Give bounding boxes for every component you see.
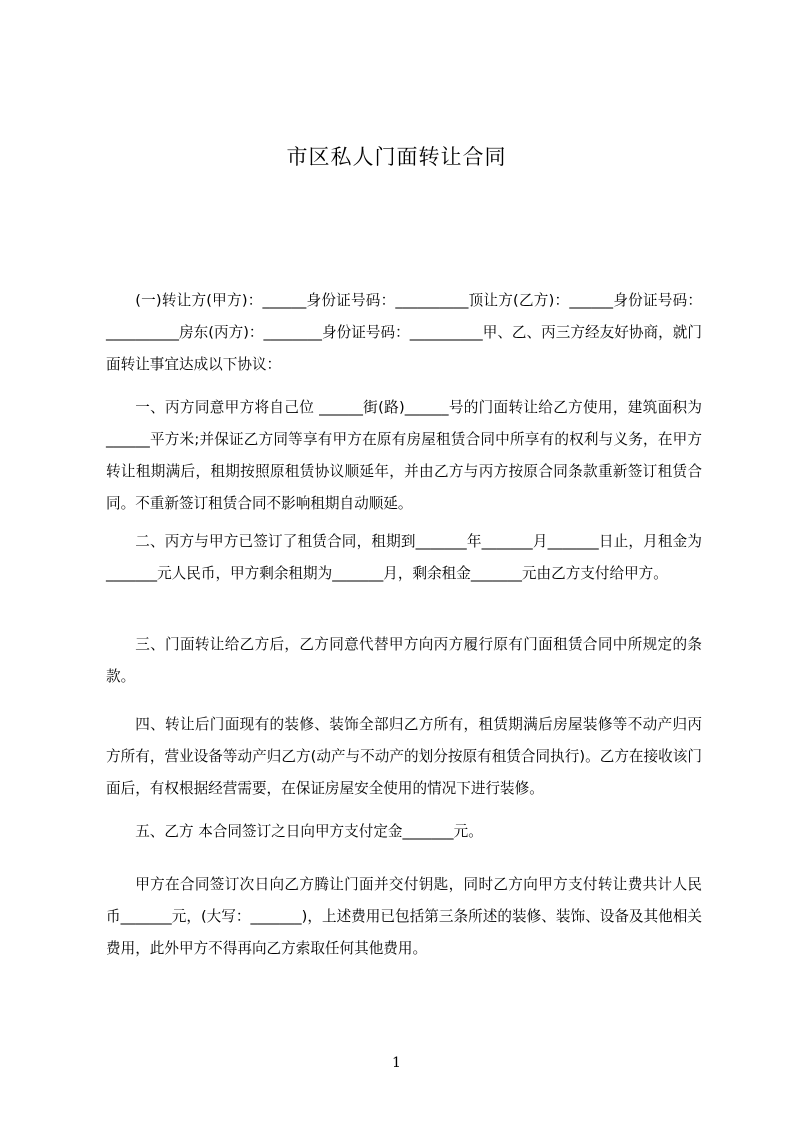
paragraph-clause-1: 一、丙方同意甲方将自己位 ______街(路)______号的门面转让给乙方使用，建筑面积为______平方米;并保证乙方同等享有甲方在原有房屋租赁合同中所享有的权利与义务，在甲方转让租期满后，租期按照原租赁协议顺延年，并由乙方与丙方按原合同条款重新签订租赁合同。不重新签订租赁合同不影响租期自动顺延。 — [106, 399, 702, 512]
paragraph-payment: 甲方在合同签订次日向乙方腾让门面并交付钥匙，同时乙方向甲方支付转让费共计人民币_______元，(大写：_______)，上述费用已包括第三条所述的装修、装饰、设备及其他相关费用，此外甲方不得再向乙方索取任何其他费用。 — [106, 876, 702, 957]
document-title: 市区私人门面转让合同 — [286, 145, 507, 169]
paragraph-clause-5: 五、乙方 本合同签订之日向甲方支付定金_______元。 — [135, 823, 483, 840]
paragraph-clause-4: 四、转让后门面现有的装修、装饰全部归乙方所有，租赁期满后房屋装修等不动产归丙方所有，营业设备等动产归乙方(动产与不动产的划分按原有租赁合同执行)。乙方在接收该门面后，有权根据经营需要，在保证房屋安全使用的情况下进行装修。 — [106, 716, 702, 797]
page-number: 1 — [392, 1055, 401, 1071]
paragraph-parties: (一)转让方(甲方)：______身份证号码：__________顶让方(乙方)：______身份证号码：__________房东(丙方)：________身份证号码：__________甲、乙、丙三方经友好协商，就门面转让事宜达成以下协议： — [106, 292, 702, 373]
paragraph-clause-2: 二、丙方与甲方已签订了租赁合同，租期到_______年_______月_______日止，月租金为_______元人民币，甲方剩余租期为_______月，剩余租金_______元由乙方支付给甲方。 — [106, 533, 702, 582]
paragraph-clause-3: 三、门面转让给乙方后，乙方同意代替甲方向丙方履行原有门面租赁合同中所规定的条款。 — [106, 636, 702, 685]
